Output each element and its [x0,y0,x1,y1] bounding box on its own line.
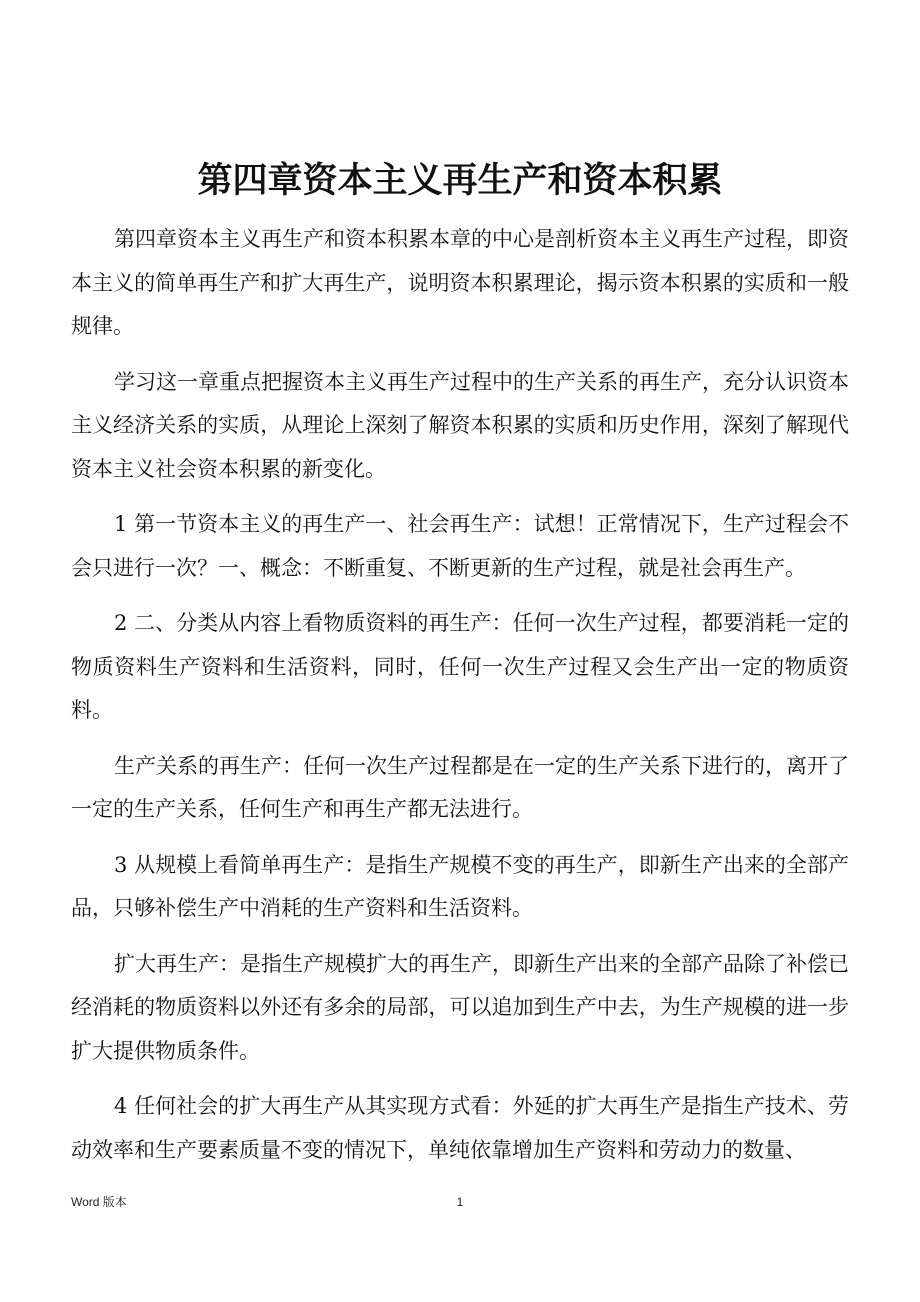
paragraph: 学习这一章重点把握资本主义再生产过程中的生产关系的再生产，充分认识资本主义经济关系的实质，从理论上深刻了解资本积累的实质和历史作用，深刻了解现代资本主义社会资本积累的新变化。 [71,369,849,481]
document-body [71,218,849,1184]
paragraph: 生产关系的再生产：任何一次生产过程都是在一定的生产关系下进行的，离开了一定的生产关系，任何生产和再生产都无法进行。 [71,753,849,821]
document-title: 第四章资本主义再生产和资本积累 [197,161,723,202]
paragraph: 2 二、分类从内容上看物质资料的再生产：任何一次生产过程，都要消耗一定的物质资料生产资料和生活资料，同时，任何一次生产过程又会生产出一定的物质资料。 [71,611,849,722]
paragraph: 扩大再生产：是指生产规模扩大的再生产，即新生产出来的全部产品除了补偿已经消耗的物质资料以外还有多余的局部，可以追加到生产中去，为生产规模的进一步扩大提供物质条件。 [71,951,849,1063]
paragraph: 1 第一节资本主义的再生产一、社会再生产：试想！正常情况下，生产过程会不会只进行一次？一、概念：不断重复、不断更新的生产过程，就是社会再生产。 [71,512,849,580]
footer-label: Word 版本 [71,1195,127,1209]
paragraph: 第四章资本主义再生产和资本积累本章的中心是剖析资本主义再生产过程，即资本主义的简单再生产和扩大再生产，说明资本积累理论，揭示资本积累的实质和一般规律。 [71,227,849,338]
paragraph: 3 从规模上看简单再生产：是指生产规模不变的再生产，即新生产出来的全部产品，只够补偿生产中消耗的生产资料和生活资料。 [71,852,849,920]
page-number: 1 [456,1195,464,1209]
paragraph: 4 任何社会的扩大再生产从其实现方式看：外延的扩大再生产是指生产技术、劳动效率和生产要素质量不变的情况下，单纯依靠增加生产资料和劳动力的数量、 [71,1094,849,1162]
